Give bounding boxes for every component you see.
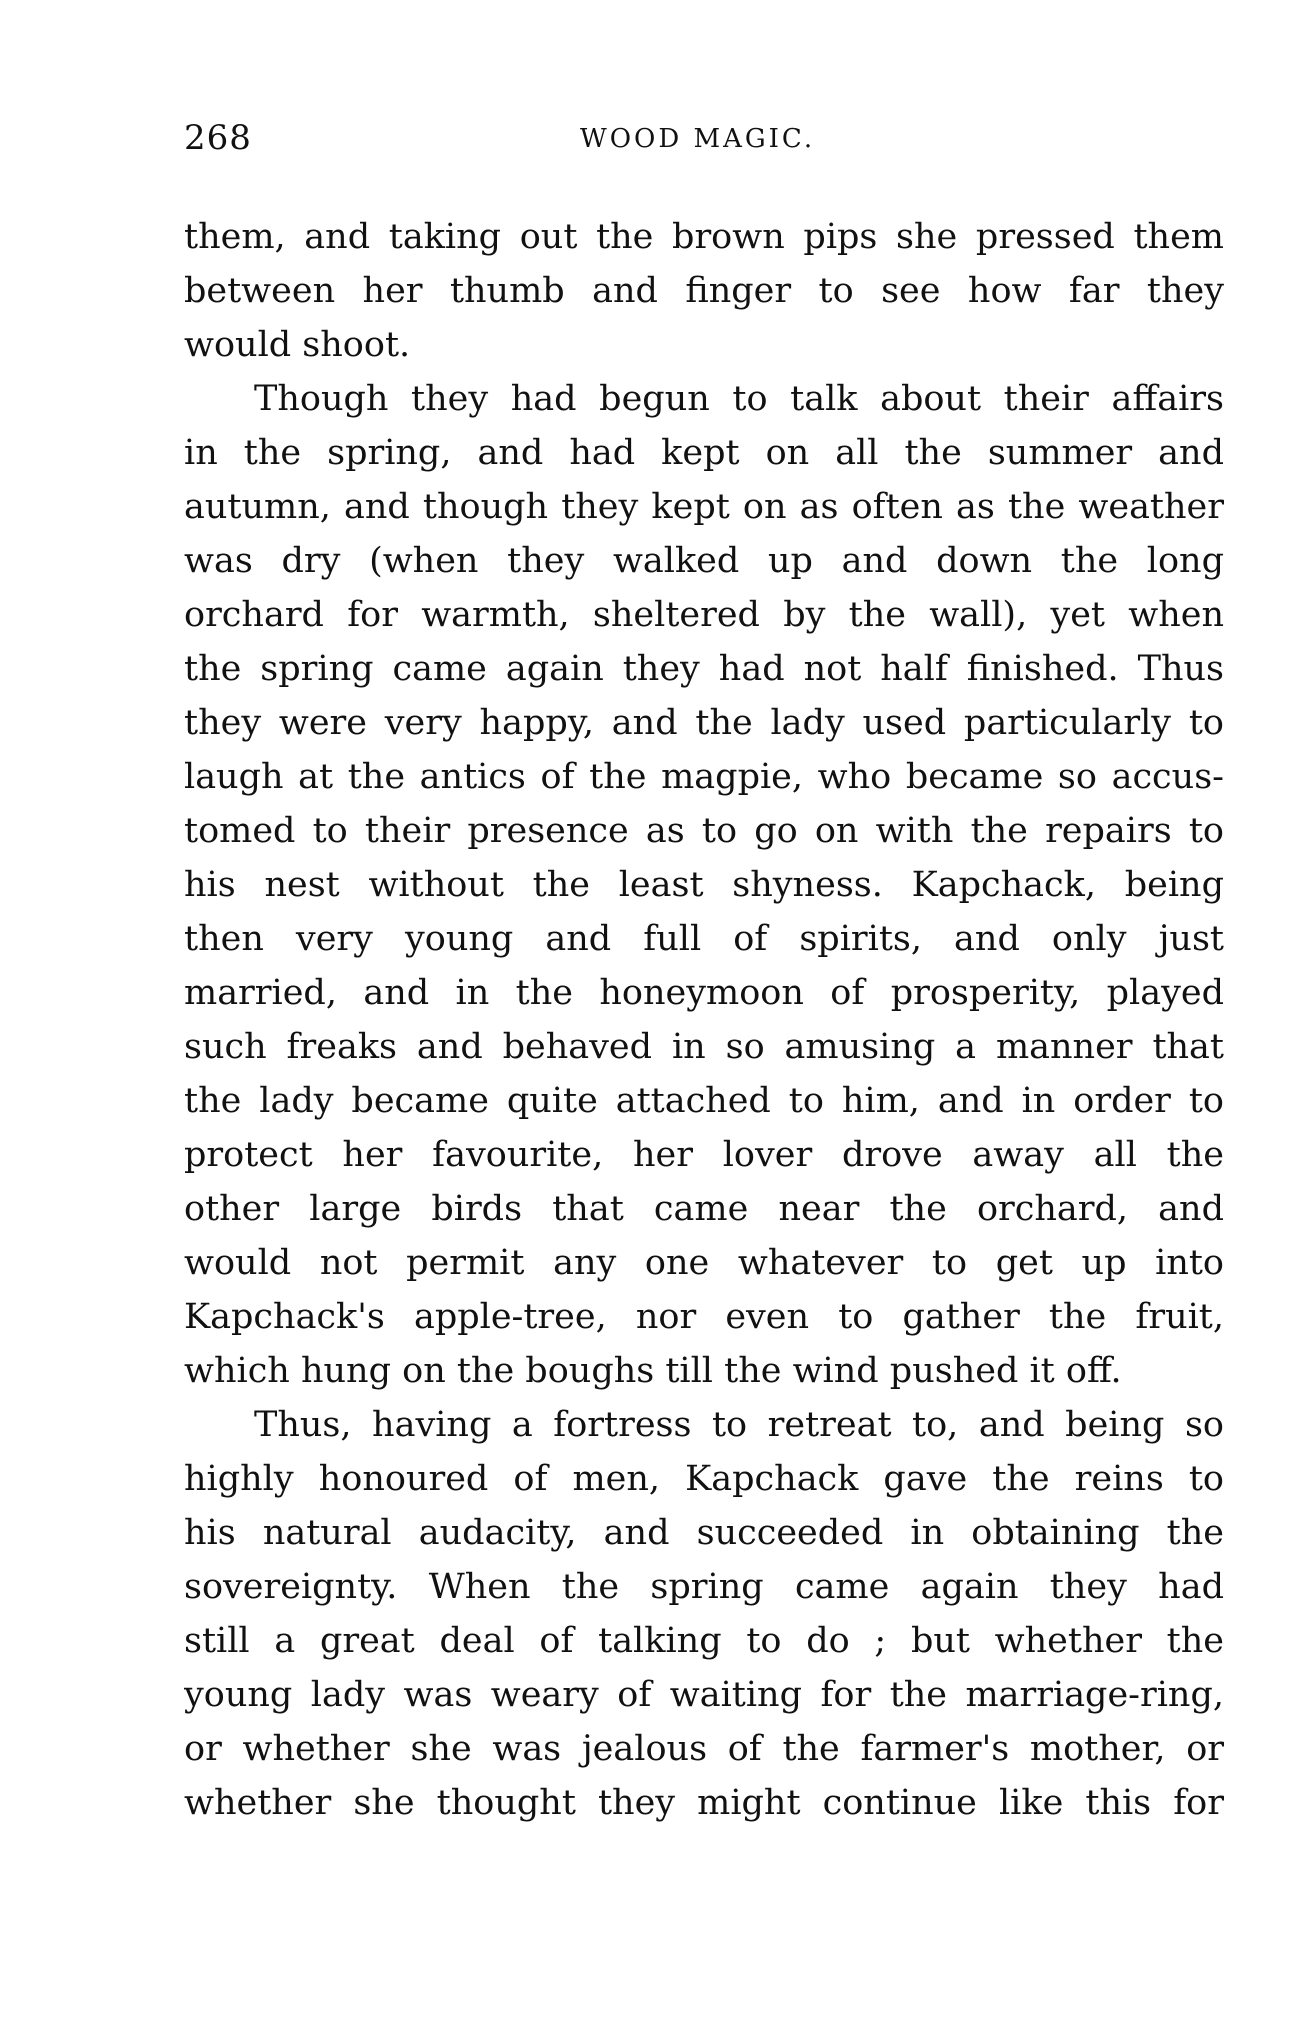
running-title: WOOD MAGIC. (580, 124, 816, 154)
text-line: sovereignty. When the spring came again they had (184, 1567, 1224, 1607)
text-line: young lady was weary of waiting for the marriage-ring, (184, 1675, 1224, 1715)
text-line: orchard for warmth, sheltered by the wall), yet when (184, 595, 1224, 635)
text-line: his natural audacity, and succeeded in obtaining the (184, 1513, 1224, 1553)
text-line: then very young and full of spirits, and only just (184, 919, 1224, 959)
text-line: Kapchack's apple-tree, nor even to gather the fruit, (184, 1297, 1224, 1337)
text-line: the lady became quite attached to him, and in order to (184, 1081, 1224, 1121)
text-line: his nest without the least shyness. Kapchack, being (184, 865, 1224, 905)
text-line: still a great deal of talking to do ; but whether the (184, 1621, 1224, 1661)
text-line: laugh at the antics of the magpie, who became so accus- (184, 757, 1224, 797)
text-line: would shoot. (184, 325, 411, 365)
text-line: was dry (when they walked up and down the long (184, 541, 1224, 581)
page-number: 268 (184, 118, 252, 158)
text-line: between her thumb and finger to see how far they (184, 271, 1224, 311)
body-text (184, 210, 1224, 1830)
text-line: they were very happy, and the lady used particularly to (184, 703, 1224, 743)
text-line: Though they had begun to talk about their affairs (254, 379, 1224, 419)
text-line: married, and in the honeymoon of prosperity, played (184, 973, 1224, 1013)
text-line: them, and taking out the brown pips she pressed them (184, 217, 1224, 257)
text-line: in the spring, and had kept on all the summer and (184, 433, 1224, 473)
text-line: protect her favourite, her lover drove away all the (184, 1135, 1224, 1175)
text-line: or whether she was jealous of the farmer's mother, or (184, 1729, 1224, 1769)
text-line: other large birds that came near the orchard, and (184, 1189, 1224, 1229)
text-line: autumn, and though they kept on as often as the weather (184, 487, 1224, 527)
text-line: would not permit any one whatever to get up into (184, 1243, 1224, 1283)
text-line: highly honoured of men, Kapchack gave the reins to (184, 1459, 1224, 1499)
text-line: tomed to their presence as to go on with the repairs to (184, 811, 1224, 851)
text-line: such freaks and behaved in so amusing a manner that (184, 1027, 1224, 1067)
text-line: Thus, having a fortress to retreat to, and being so (254, 1405, 1224, 1445)
running-head (184, 118, 1224, 168)
text-line: the spring came again they had not half finished. Thus (184, 649, 1224, 689)
text-line: whether she thought they might continue like this for (184, 1783, 1224, 1823)
text-line: which hung on the boughs till the wind pushed it off. (184, 1351, 1122, 1391)
